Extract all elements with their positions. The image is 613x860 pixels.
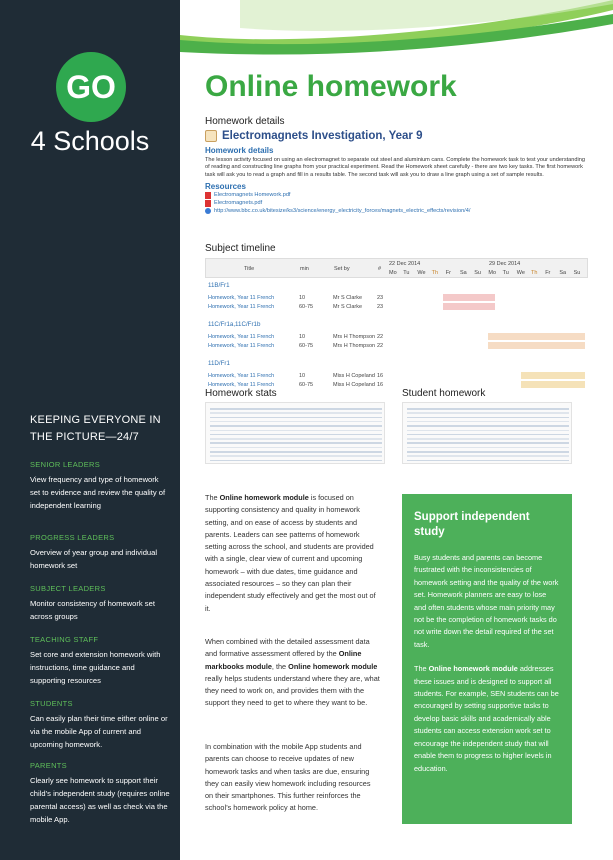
timeline-cell-title: Homework, Year 11 French (208, 343, 275, 349)
timeline-cell-set-by: Miss H Copeland (333, 382, 375, 388)
timeline-cell-num: 16 (377, 382, 384, 388)
support-independent-study-box (402, 494, 572, 824)
homework-stats-screenshot (205, 402, 385, 464)
schools-wordmark: 4 Schools (30, 126, 150, 156)
support-title: Support independent study (414, 511, 530, 538)
thumbnail-row (210, 442, 382, 444)
thumbnail-row (407, 425, 569, 427)
module-name: Online homework module (288, 661, 378, 671)
pdf-icon (205, 192, 211, 199)
day-label: We (516, 270, 525, 276)
timeline-cell-min: 10 (299, 373, 306, 379)
header-swoosh (180, 0, 613, 60)
thumbnail-row (210, 421, 382, 423)
timeline-row[interactable] (205, 372, 588, 380)
sidebar-section-label: SUBJECT LEADERS (30, 584, 106, 593)
text-run: addresses these issues and is designed to support all students. For example, SEN students can be encouraged by setting supportive tasks to develop basic skills and academically able students can access extension work set to encourage the independent study that will enable them to progress to higher levels in education. (414, 664, 559, 773)
homework-icon (205, 130, 217, 142)
module-name: Online markbooks module (205, 649, 362, 671)
resource-link-text: http://www.bbc.co.uk/bitesize/ks3/science/energy_electricity_forces/magnets_electric_effects/revision/4/ (214, 208, 471, 215)
module-name: Online homework module (428, 664, 518, 674)
homework-details-heading: Homework details (205, 116, 285, 127)
timeline-cell-min: 10 (299, 334, 306, 340)
day-label: Th (531, 270, 538, 276)
resource-link-text: Electromagnets.pdf (214, 200, 263, 207)
subject-timeline (205, 258, 588, 388)
timeline-cell-title: Homework, Year 11 French (208, 295, 275, 301)
thumbnail-row (210, 438, 382, 440)
body-paragraph-3: In combination with the mobile App students and parents can choose to receive updates of new homework tasks and when tasks are due, ensuring they can easily view homework including resources on their smartphones. This further reinforces the school’s homework policy at home. (205, 742, 371, 813)
timeline-cell-set-by: Mrs H Thompson (333, 343, 376, 349)
day-label: Su (474, 270, 481, 276)
resource-link[interactable] (205, 191, 585, 199)
timeline-cell-num: 16 (377, 373, 384, 379)
student-homework-heading: Student homework (402, 388, 486, 399)
thumbnail-row (407, 460, 569, 462)
homework-details-subheading: Homework details (205, 146, 274, 155)
thumbnail-row (407, 421, 569, 423)
day-label: Sa (559, 270, 567, 276)
sidebar-section-text: Overview of year group and individual homework set (30, 548, 158, 570)
thumbnail-row (407, 412, 569, 414)
go-logo-text: GO (66, 68, 116, 105)
timeline-cell-set-by: Mr S Clarke (333, 295, 363, 301)
sidebar-section-progress-leaders (30, 533, 170, 572)
week-date: 22 Dec 2014 (389, 261, 421, 267)
student-homework-screenshot (402, 402, 572, 464)
timeline-cell-num: 23 (377, 304, 384, 310)
thumbnail-row (407, 438, 569, 440)
timeline-cell-num: 22 (377, 334, 384, 340)
thumbnail-row (210, 417, 382, 419)
thumbnail-row (407, 447, 569, 449)
sidebar-section-label: PROGRESS LEADERS (30, 533, 115, 542)
page-title: Online homework (205, 70, 457, 103)
sidebar-section-teaching-staff (30, 635, 170, 687)
sidebar-section-label: STUDENTS (30, 699, 73, 708)
timeline-bar (488, 342, 585, 349)
timeline-bar (521, 381, 585, 388)
day-label: Tu (403, 270, 410, 276)
timeline-cell-min: 60-75 (299, 304, 314, 310)
col-title: Title (244, 266, 255, 272)
timeline-cell-min: 60-75 (299, 343, 314, 349)
timeline-row[interactable] (205, 333, 588, 341)
homework-details-panel (205, 130, 585, 215)
text-run: really helps students understand where they are, what they need to work on, and provides them with the support they need to get to where they want to be. (205, 673, 380, 708)
sidebar-section-text: View frequency and type of homework set to evidence and review the quality of independent learning (30, 475, 166, 510)
text-run: When combined with the detailed assessment data and formative assessment offered by the (205, 637, 370, 659)
day-label: Sa (460, 270, 467, 276)
timeline-bar (443, 294, 495, 301)
resource-link[interactable] (205, 207, 585, 215)
pdf-icon (205, 200, 211, 207)
sidebar-section-label: SENIOR LEADERS (30, 460, 101, 469)
text-run: The (414, 664, 429, 674)
thumbnail-row (407, 451, 569, 453)
sidebar-section-text: Clearly see homework to support their child’s independent study (requires online parental access) as well as check via the mobile App. (30, 776, 170, 824)
support-paragraph-2 (414, 663, 560, 775)
thumbnail-row (210, 425, 382, 427)
subject-timeline-heading: Subject timeline (205, 243, 276, 254)
homework-title: Electromagnets Investigation, Year 9 (222, 130, 423, 142)
timeline-cell-num: 23 (377, 295, 384, 301)
thumbnail-row (210, 455, 382, 457)
timeline-bar (521, 372, 585, 379)
text-run: , the (271, 661, 289, 671)
day-label: Tu (502, 270, 509, 276)
timeline-cell-min: 60-75 (299, 382, 314, 388)
thumbnail-row (210, 408, 382, 410)
go-logo (56, 52, 126, 122)
timeline-cell-set-by: Mr S Clarke (333, 304, 363, 310)
timeline-row[interactable] (205, 342, 588, 350)
sidebar-heading: KEEPING EVERYONE IN THE PICTURE—24/7 (30, 414, 161, 443)
sidebar (0, 0, 180, 860)
timeline-bar (488, 333, 585, 340)
timeline-cell-title: Homework, Year 11 French (208, 382, 275, 388)
week-date: 29 Dec 2014 (489, 261, 521, 267)
thumbnail-row (210, 451, 382, 453)
body-paragraph-2 (205, 636, 380, 710)
timeline-cell-num: 22 (377, 343, 384, 349)
day-label: Mo (389, 270, 397, 276)
thumbnail-row (210, 430, 382, 432)
timeline-group[interactable]: 11C/Fr1a,11C/Fr1b (208, 321, 261, 328)
day-label: Fr (545, 270, 551, 276)
text-run: The (205, 493, 220, 502)
sidebar-section-parents (30, 761, 170, 826)
support-paragraph-1: Busy students and parents can become frustrated with the inconsistencies of homework setting and the quality of the work set. Homework planners are easy to lose and often students whose main priority may not be the completion of homework tasks do not write down the detail required of the set task. (414, 553, 559, 649)
col-set-by: Set by (334, 266, 350, 272)
sidebar-section-label: PARENTS (30, 761, 67, 770)
sidebar-section-students (30, 699, 170, 751)
homework-stats-heading: Homework stats (205, 388, 277, 399)
day-label: Su (573, 270, 581, 276)
sidebar-section-senior-leaders (30, 460, 170, 512)
col-num: # (378, 266, 382, 272)
resource-link-text: Electromagnets Homework.pdf (214, 192, 291, 199)
thumbnail-row (210, 460, 382, 462)
resource-link[interactable] (205, 199, 585, 207)
timeline-cell-min: 10 (299, 295, 306, 301)
timeline-cell-set-by: Miss H Copeland (333, 373, 375, 379)
thumbnail-row (407, 430, 569, 432)
homework-description: The lesson activity focused on using an electromagnet to separate out steel and aluminium cans. Complete the homework task to test your understanding of reading and constructing line graphs from your practical experiment. Read the Homework sheet carefully - there are two key tasks. The first homework task will ask you to read a graph and fill in a results table. The second task will ask you to draw a line graph using a set of sample results. (205, 157, 585, 178)
sidebar-section-text: Can easily plan their time either online or via the mobile App of current and upcoming homework. (30, 714, 168, 749)
col-min: min (300, 266, 309, 272)
thumbnail-row (210, 412, 382, 414)
thumbnail-row (407, 434, 569, 436)
body-paragraph-1 (205, 492, 380, 615)
module-name: Online homework module (219, 493, 309, 502)
thumbnail-row (407, 408, 569, 410)
thumbnail-row (407, 417, 569, 419)
sidebar-section-text: Monitor consistency of homework set across groups (30, 599, 155, 621)
sidebar-section-subject-leaders (30, 584, 170, 623)
thumbnail-row (407, 442, 569, 444)
sidebar-section-label: TEACHING STAFF (30, 635, 99, 644)
timeline-group[interactable]: 11B/Fr1 (208, 282, 230, 289)
thumbnail-row (210, 447, 382, 449)
thumbnail-row (210, 434, 382, 436)
day-label: Fr (445, 270, 451, 276)
timeline-row[interactable] (205, 303, 588, 311)
day-label: Mo (488, 270, 497, 276)
timeline-bar (443, 303, 495, 310)
timeline-cell-title: Homework, Year 11 French (208, 373, 275, 379)
timeline-row[interactable] (205, 294, 588, 302)
timeline-group[interactable]: 11D/Fr1 (208, 360, 230, 367)
day-label: We (417, 270, 426, 276)
timeline-header (205, 258, 588, 278)
resources-heading: Resources (205, 182, 246, 192)
web-link-icon (205, 208, 211, 214)
timeline-cell-title: Homework, Year 11 French (208, 304, 275, 310)
day-label: Th (431, 270, 439, 276)
text-run: is focused on supporting consistency and quality in homework setting, and on ease of access by students and parents. Leaders can see patterns of homework setting across the school, and students are provided with a single, clear view of current and upcoming homework – with due dates, time guidance and associated resources – so they can plan their independent study effectively and get the most out of it. (205, 493, 376, 613)
timeline-cell-set-by: Mrs H Thompson (333, 334, 376, 340)
timeline-cell-title: Homework, Year 11 French (208, 334, 275, 340)
thumbnail-row (407, 455, 569, 457)
sidebar-section-text: Set core and extension homework with instructions, time guidance and supporting resources (30, 650, 161, 685)
